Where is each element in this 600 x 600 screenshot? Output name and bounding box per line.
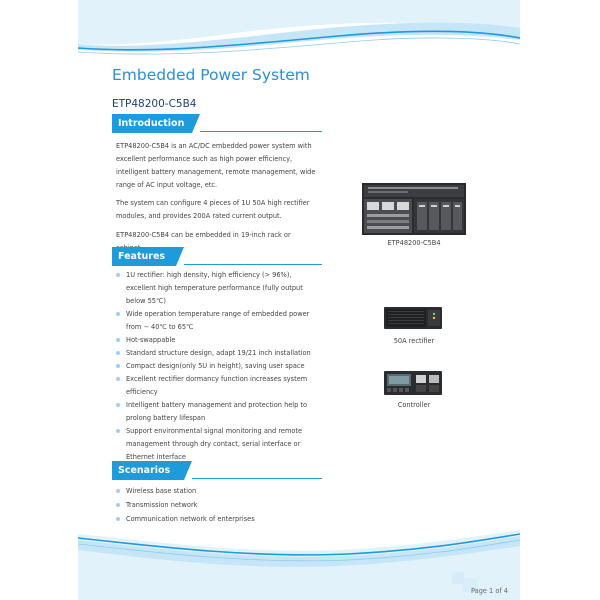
section-tab: Introduction <box>112 114 192 133</box>
bullet-icon <box>116 403 120 407</box>
footer-wave <box>78 520 520 600</box>
list-item-text: Excellent rectifier dormancy function increases system efficiency <box>126 375 308 396</box>
rectifier-photo <box>384 307 442 329</box>
bullet-icon <box>116 364 120 368</box>
figure-caption: ETP48200-C5B4 <box>387 239 441 247</box>
figure-caption: 50A rectifier <box>393 337 435 345</box>
list-item-text: Intelligent battery management and protection help to prolong battery lifespan <box>126 401 308 422</box>
bullet-icon <box>116 338 120 342</box>
list-item <box>116 373 322 399</box>
list-item-text: Wide operation temperature range of embedded power from − 40℃ to 65℃ <box>126 310 310 331</box>
list-item-text: Transmission network <box>126 501 198 509</box>
list-item-text: Support environmental signal monitoring and remote management through dry contact, serial interface or Ethernet interface <box>126 427 303 461</box>
page-title: Embedded Power System <box>112 66 310 84</box>
list-item <box>116 399 322 425</box>
section-rule <box>192 478 322 479</box>
page-number: Page 1 of 4 <box>471 587 508 595</box>
controller-photo <box>384 371 442 395</box>
list-item <box>116 360 322 373</box>
intro-paragraph: ETP48200-C5B4 is an AC/DC embedded power system with excellent performance such as high power efficiency, intelligent battery management, remote management, wide range of AC input voltage, etc. <box>116 142 316 189</box>
section-tab: Scenarios <box>112 461 184 480</box>
model-name: ETP48200-C5B4 <box>112 98 197 110</box>
list-item <box>116 269 322 308</box>
list-item <box>116 347 322 360</box>
brochure-page <box>78 0 520 600</box>
bullet-icon <box>116 489 120 493</box>
figure-caption: Controller <box>397 401 431 409</box>
system-photo <box>362 183 466 235</box>
list-item <box>116 425 322 464</box>
list-item <box>116 499 322 512</box>
list-item-text: Standard structure design, adapt 19/21 inch installation <box>126 349 311 357</box>
bullet-icon <box>116 503 120 507</box>
bullet-icon <box>116 312 120 316</box>
footer-decoration <box>78 520 520 600</box>
intro-paragraph: ETP48200-C5B4 can be embedded in 19-inch rack or <box>116 231 291 239</box>
section-rule <box>200 131 322 132</box>
features-list <box>116 269 322 464</box>
list-item-text: Hot-swappable <box>126 336 176 344</box>
list-item <box>116 334 322 347</box>
bullet-icon <box>116 273 120 277</box>
bullet-icon <box>116 429 120 433</box>
bullet-icon <box>116 377 120 381</box>
list-item <box>116 308 322 334</box>
bullet-icon <box>116 351 120 355</box>
list-item-text: Wireless base station <box>126 487 197 495</box>
section-rule <box>184 264 322 265</box>
list-item <box>116 485 322 498</box>
list-item-text: Compact design(only 5U in height), saving user space <box>126 362 305 370</box>
intro-paragraph: The system can configure 4 pieces of 1U 50A high rectifier modules, and provides 200A rated current output. <box>116 199 310 220</box>
list-item-text: 1U rectifier: high density, high efficiency (> 96%), excellent high temperature performance (fully output below 55℃) <box>126 271 303 305</box>
section-tab: Features <box>112 247 176 266</box>
list-item-text: Communication network of enterprises <box>126 515 255 523</box>
